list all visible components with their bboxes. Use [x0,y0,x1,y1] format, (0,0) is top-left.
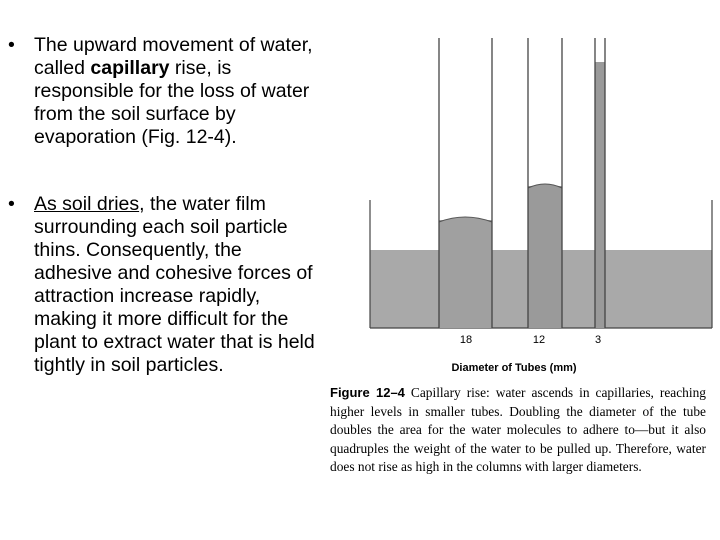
tube-18-water [439,220,492,328]
bullet-text: As soil dries, the water film surrounding each soil particle thins. Consequently, the adhesive and cohesive forces of attraction increase rapidly, making it more difficult for the plant to extract water that is held tightly in soil particles. [34,193,315,376]
axis-title: Diameter of Tubes (mm) [451,362,577,374]
bullet-dot-icon: • [8,34,15,56]
underlined-phrase: As soil dries [34,193,140,215]
bullet-dot-icon: • [8,193,15,215]
bullet-text: The upward movement of water, called capillary rise, is responsible for the loss of water from the soil surface by evaporation (Fig. 12-4). [34,34,313,148]
term-capillary: capillary [90,57,170,79]
bullet-list [8,34,318,377]
tube-12-meniscus [528,184,562,188]
tube-12-water [528,186,562,328]
figure-label: Figure 12–4 [330,385,405,400]
bullet-capillary-rise [8,34,318,149]
tube-18-meniscus [439,217,492,222]
bullet-soil-dries [8,193,318,377]
tube-3-water [595,62,605,328]
tube-label-18: 18 [459,334,473,346]
caption-text: Capillary rise: water ascends in capillaries, reaching higher levels in smaller tubes. Doubling the diameter of the tube doubles the area for the water molecules to adhere to—but it also quadruples the weight of the water to be pulled up. Therefore, water does not rise as high in the columns with larger diameters. [330,385,706,475]
tube-label-12: 12 [532,334,546,346]
tube-label-3: 3 [594,334,602,346]
capillary-tubes-illustration [318,30,718,390]
figure-caption [330,384,706,477]
